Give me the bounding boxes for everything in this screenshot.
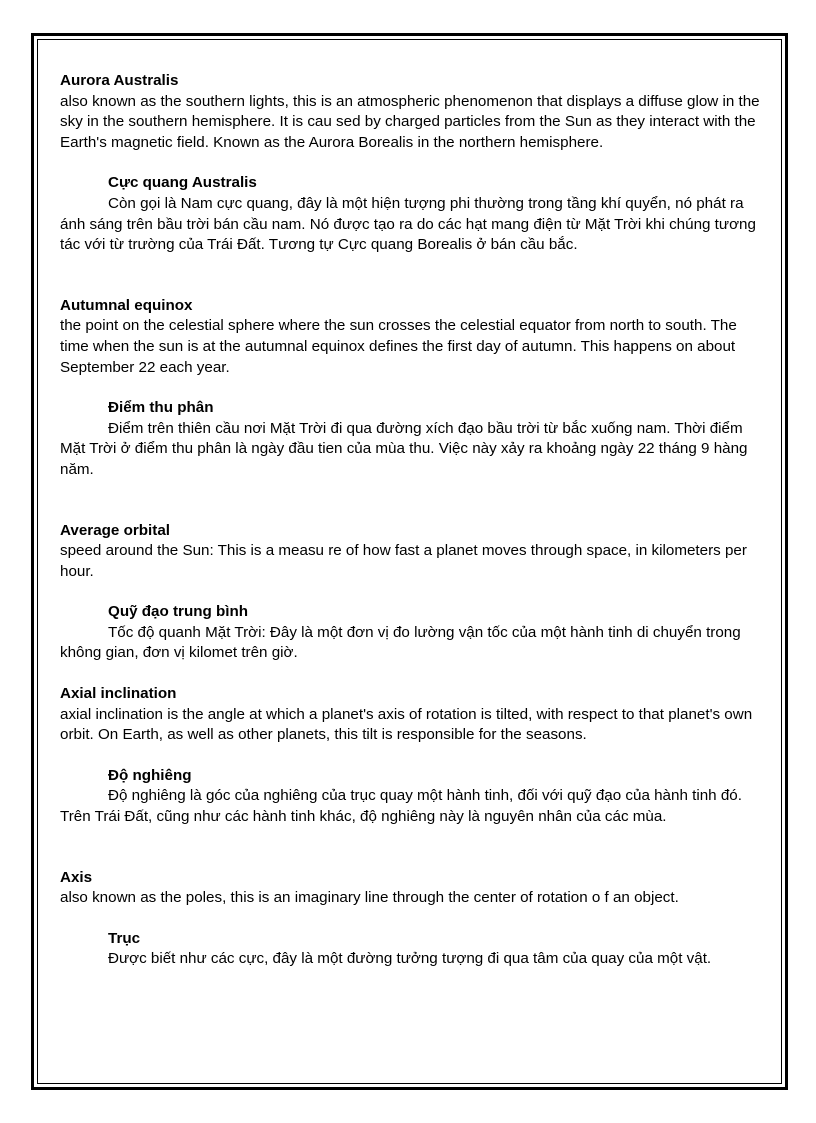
glossary-content bbox=[60, 71, 760, 970]
entry-definition-vi: Còn gọi là Nam cực quang, đây là một hiện tượng phi thường trong tầng khí quyển, nó phát ra ánh sáng trên bầu trời bán cầu nam. Nó được tạo ra do các hạt mang điện từ Mặt Trời khi chúng tương tác với từ trường của Trái Đất. Tương tự Cực quang Borealis ở bán cầu bắc. bbox=[60, 194, 756, 254]
spacer bbox=[60, 481, 760, 521]
entry-definition-en: speed around the Sun: This is a measu re of how fast a planet moves through space, in kilometers per hour. bbox=[60, 542, 747, 580]
entry-translation-vi bbox=[60, 398, 760, 480]
glossary-entry-aurora-australis bbox=[60, 71, 760, 256]
entry-definition-en: the point on the celestial sphere where the sun crosses the celestial equator from north to south. The time when the sun is at the autumnal equinox defines the first day of autumn. This happens on about September 22 each year. bbox=[60, 317, 737, 376]
entry-title-en: Axial inclination bbox=[60, 685, 177, 703]
spacer bbox=[60, 664, 760, 684]
entry-definition-en: axial inclination is the angle at which a planet's axis of rotation is tilted, with respect to that planet's own orbit. On Earth, as well as other planets, this tilt is responsible for the seasons. bbox=[60, 705, 753, 744]
entry-definition-vi: Độ nghiêng là góc của nghiêng của trục quay một hành tinh, đối với quỹ đạo của hành tinh đó. Trên Trái Đất, cũng như các hành tinh khác, độ nghiêng này là nguyên nhân của các mùa. bbox=[60, 787, 742, 826]
entry-translation-vi bbox=[60, 173, 760, 255]
entry-definition-vi: Được biết như các cực, đây là một đường tưởng tượng đi qua tâm của quay của một vật. bbox=[108, 950, 712, 968]
entry-title-vi: Quỹ đạo trung bình bbox=[108, 603, 249, 621]
entry-title-en: Average orbital bbox=[60, 521, 171, 539]
entry-definition-en: also known as the poles, this is an imaginary line through the center of rotation o f an object. bbox=[60, 889, 679, 907]
entry-title-vi: Điểm thu phân bbox=[108, 399, 214, 417]
entry-title-vi: Độ nghiêng bbox=[108, 766, 192, 784]
entry-translation-vi bbox=[60, 929, 760, 970]
entry-translation-vi bbox=[60, 766, 760, 828]
entry-title-en: Autumnal equinox bbox=[60, 296, 193, 314]
entry-definition-en: also known as the southern lights, this is an atmospheric phenomenon that displays a diffuse glow in the sky in the southern hemisphere. It is cau sed by charged particles from the Sun as they interact with the Earth's magnetic field. Known as the Aurora Borealis in the northern hemisphere. bbox=[60, 92, 760, 151]
entry-translation-vi bbox=[60, 602, 760, 664]
entry-title-en: Aurora Australis bbox=[60, 72, 179, 89]
entry-title-en: Axis bbox=[60, 868, 93, 886]
entry-title-vi: Cực quang Australis bbox=[108, 174, 257, 192]
glossary-entry-axial-inclination bbox=[60, 684, 760, 828]
glossary-entry-autumnal-equinox bbox=[60, 296, 760, 481]
spacer bbox=[60, 256, 760, 296]
entry-definition-vi: Tốc độ quanh Mặt Trời: Đây là một đơn vị đo lường vận tốc của một hành tinh di chuyển trong không gian, đơn vị kilomet trên giờ. bbox=[60, 623, 741, 662]
glossary-entry-average-orbital bbox=[60, 521, 760, 665]
entry-definition-vi: Điểm trên thiên cầu nơi Mặt Trời đi qua đường xích đạo bầu trời từ bắc xuống nam. Thời điểm Mặt Trời ở điểm thu phân là ngày đầu tien của mùa thu. Việc này xảy ra khoảng ngày 22 tháng 9 hàng năm. bbox=[60, 419, 748, 478]
entry-title-vi: Trục bbox=[108, 929, 141, 947]
glossary-entry-axis bbox=[60, 868, 760, 970]
spacer bbox=[60, 828, 760, 868]
